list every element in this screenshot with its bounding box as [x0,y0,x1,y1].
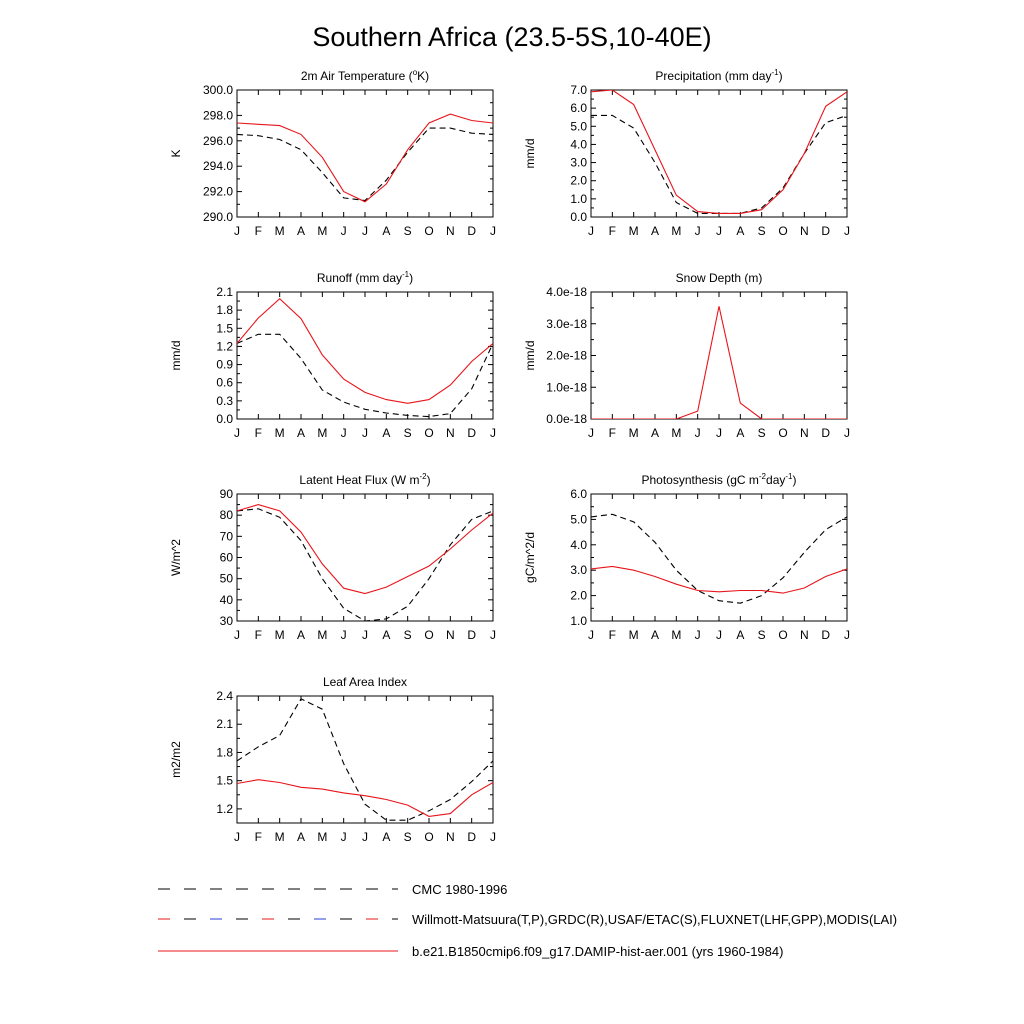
series-line-obs [591,115,847,213]
x-tick-label: A [382,426,391,440]
x-tick-label: N [799,426,809,440]
x-tick-label: A [382,224,391,238]
plot-frame [237,494,493,621]
x-tick-label: O [778,426,788,440]
x-tick-label: N [799,628,809,642]
x-tick-label: A [650,628,660,642]
y-tick-label: 60 [219,550,233,565]
x-tick-label: M [317,224,328,238]
x-tick-label: J [362,628,368,642]
x-tick-label: M [317,426,328,440]
series-line-obs [591,514,847,603]
x-tick-label: J [340,224,347,238]
y-tick-label: 2.4 [216,689,233,703]
x-tick-label: J [716,224,722,238]
series-line-model [237,299,493,404]
x-tick-label: J [490,224,496,238]
y-tick-label: 4.0e-18 [546,285,587,299]
x-tick-label: O [424,830,434,844]
x-tick-label: D [821,224,831,238]
y-tick-label: 290.0 [202,210,233,224]
legend-item [158,944,783,959]
x-tick-label: D [467,224,477,238]
panel-title-part: ) [778,69,783,83]
x-tick-label: A [736,224,745,238]
panel-1 [169,68,496,238]
panel-title-part: ) [792,473,797,487]
x-tick-label: N [445,426,455,440]
y-tick-label: 30 [219,614,233,628]
x-tick-label: J [694,426,701,440]
legend-label: CMC 1980-1996 [412,882,508,897]
y-axis-label: mm/d [523,138,537,169]
x-tick-label: F [254,426,263,440]
x-tick-label: O [424,426,434,440]
panel-title [676,271,763,285]
x-tick-label: M [274,224,285,238]
x-tick-label: J [588,426,594,440]
panel-title [642,472,797,487]
x-tick-label: J [340,426,347,440]
panel-title [655,68,782,83]
y-tick-label: 298.0 [202,108,233,123]
x-tick-label: S [403,426,412,440]
x-tick-label: J [694,628,701,642]
x-tick-label: A [296,224,306,238]
x-tick-label: J [694,224,701,238]
y-tick-label: 2.0e-18 [546,348,587,363]
panel-title [301,68,429,83]
x-tick-label: J [362,830,368,844]
y-tick-label: 2.1 [216,717,233,732]
y-tick-label: 80 [219,508,233,523]
panel-title-part: -2 [419,472,427,481]
series-line-obs [237,699,493,820]
x-tick-label: D [467,426,477,440]
y-tick-label: 50 [219,571,233,586]
x-tick-label: M [274,830,285,844]
y-tick-label: 7.0 [570,83,587,97]
panels [169,68,850,844]
panel-title-part: 2m Air Temperature ( [300,69,413,83]
legend-label: Willmott-Matsuura(T,P),GRDC(R),USAF/ETAC(S),FLUXNET(LHF,GPP),MODIS(LAI) [412,912,898,927]
y-tick-label: 6.0 [570,487,587,501]
y-tick-label: 296.0 [202,133,233,148]
y-axis-label: gC/m^2/d [523,532,537,583]
y-tick-label: 40 [219,592,233,607]
x-tick-label: M [274,426,285,440]
y-tick-label: 2.0 [570,588,587,603]
series-line-model [237,114,493,202]
y-tick-label: 6.0 [570,101,587,116]
x-tick-label: J [490,426,496,440]
y-tick-label: 0.0 [216,412,233,426]
panel-title-part: Snow Depth (m) [675,271,763,285]
x-tick-label: J [234,224,240,238]
panel-title-part: Precipitation (mm day [655,69,772,83]
x-tick-label: O [778,224,788,238]
x-tick-label: F [608,224,617,238]
x-tick-label: J [340,628,347,642]
panel-4 [523,271,850,440]
y-tick-label: 0.0e-18 [546,412,587,426]
panel-title-part: -1 [402,270,410,279]
plot-frame [591,292,847,419]
x-tick-label: S [403,628,412,642]
y-axis-label: mm/d [169,340,183,371]
x-tick-label: F [254,830,263,844]
series-line-obs [237,334,493,416]
legend-item [158,882,507,897]
x-tick-label: F [254,224,263,238]
x-tick-label: N [445,628,455,642]
x-tick-label: J [844,224,850,238]
x-tick-label: A [382,628,391,642]
panel-5 [169,472,496,642]
panel-title-part: K) [417,69,430,83]
legend-item [158,912,897,927]
series-line-obs [237,509,493,621]
plot-frame [237,696,493,823]
x-tick-label: D [821,426,831,440]
plot-frame [591,494,847,621]
y-tick-label: 292.0 [202,184,233,199]
x-tick-label: J [588,224,594,238]
x-tick-label: N [445,830,455,844]
y-tick-label: 5.0 [570,119,587,134]
y-tick-label: 1.2 [216,801,233,816]
x-tick-label: A [296,426,306,440]
panel-title [299,472,430,487]
panel-title [323,675,407,689]
panel-title-part: ) [426,473,431,487]
y-axis-label: W/m^2 [169,539,183,576]
y-tick-label: 4.0 [570,137,587,152]
y-axis-label: mm/d [523,340,537,371]
y-tick-label: 1.2 [216,339,233,354]
plot-frame [237,292,493,419]
panel-title-part: -1 [771,68,779,77]
legend [158,882,897,959]
x-tick-label: D [467,628,477,642]
x-tick-label: D [821,628,831,642]
x-tick-label: J [234,628,240,642]
panel-7 [169,675,496,844]
series-line-obs [237,128,493,200]
y-tick-label: 70 [219,529,233,544]
y-axis-label: m2/m2 [169,741,183,778]
y-tick-label: 300.0 [202,83,233,97]
x-tick-label: S [757,224,766,238]
x-tick-label: J [340,830,347,844]
y-tick-label: 294.0 [202,159,233,174]
x-tick-label: J [362,224,368,238]
panel-title [317,270,413,285]
panel-6 [523,472,850,642]
x-tick-label: S [757,426,766,440]
x-tick-label: D [467,830,477,844]
x-tick-label: A [650,224,660,238]
plot-frame [237,90,493,217]
y-tick-label: 0.3 [216,393,233,408]
x-tick-label: J [844,426,850,440]
panel-title-part: ) [409,271,414,285]
y-tick-label: 0.0 [570,210,587,224]
y-tick-label: 0.9 [216,357,233,372]
x-tick-label: J [234,830,240,844]
x-tick-label: N [445,224,455,238]
x-tick-label: A [736,628,745,642]
series-line-model [591,566,847,593]
series-line-model [591,90,847,213]
figure-title: Southern Africa (23.5-5S,10-40E) [312,22,712,52]
x-tick-label: F [608,426,617,440]
x-tick-label: F [608,628,617,642]
x-tick-label: A [296,830,306,844]
y-tick-label: 3.0e-18 [546,316,587,331]
y-tick-label: 2.0 [570,173,587,188]
y-tick-label: 1.5 [216,321,233,336]
x-tick-label: A [736,426,745,440]
panel-3 [169,270,496,440]
panel-title-part: o [412,68,418,77]
panel-2 [523,68,850,238]
y-tick-label: 1.5 [216,773,233,788]
series-line-model [237,505,493,594]
y-tick-label: 5.0 [570,512,587,527]
x-tick-label: M [317,628,328,642]
y-tick-label: 90 [219,487,233,501]
panel-title-part: -2 [758,472,767,481]
y-tick-label: 2.1 [216,285,233,299]
panel-title-part: Photosynthesis (gC m [641,473,759,487]
y-tick-label: 1.0 [570,614,587,628]
y-tick-label: 0.6 [216,375,233,390]
panel-title-part: Leaf Area Index [322,675,408,689]
x-tick-label: S [757,628,766,642]
x-tick-label: S [403,830,412,844]
panel-title-part: -1 [785,472,793,481]
x-tick-label: A [382,830,391,844]
x-tick-label: J [716,628,722,642]
series-line-model [237,780,493,817]
panel-title-part: Latent Heat Flux (W m [299,473,420,487]
x-tick-label: J [588,628,594,642]
x-tick-label: J [844,628,850,642]
x-tick-label: M [671,426,682,440]
x-tick-label: O [424,628,434,642]
plot-frame [591,90,847,217]
x-tick-label: J [362,426,368,440]
panel-title-part: Runoff (mm day [316,271,403,285]
y-axis-label: K [169,149,183,158]
x-tick-label: O [778,628,788,642]
x-tick-label: S [403,224,412,238]
x-tick-label: N [799,224,809,238]
x-tick-label: J [490,628,496,642]
legend-label: b.e21.B1850cmip6.f09_g17.DAMIP-hist-aer.001 (yrs 1960-1984) [412,944,784,959]
x-tick-label: F [254,628,263,642]
x-tick-label: J [234,426,240,440]
x-tick-label: M [317,830,328,844]
y-tick-label: 4.0 [570,537,587,552]
x-tick-label: M [671,224,682,238]
y-tick-label: 3.0 [570,155,587,170]
x-tick-label: M [628,628,639,642]
x-tick-label: J [716,426,722,440]
x-tick-label: J [490,830,496,844]
x-tick-label: M [628,224,639,238]
x-tick-label: O [424,224,434,238]
x-tick-label: M [274,628,285,642]
x-tick-label: M [628,426,639,440]
x-tick-label: A [296,628,306,642]
panel-title-part: day [766,473,786,487]
series-line-model [591,306,847,419]
y-tick-label: 3.0 [570,563,587,578]
x-tick-label: M [671,628,682,642]
y-tick-label: 1.8 [216,745,233,760]
y-tick-label: 1.0 [570,191,587,206]
x-tick-label: A [650,426,660,440]
y-tick-label: 1.8 [216,303,233,318]
y-tick-label: 1.0e-18 [546,380,587,395]
